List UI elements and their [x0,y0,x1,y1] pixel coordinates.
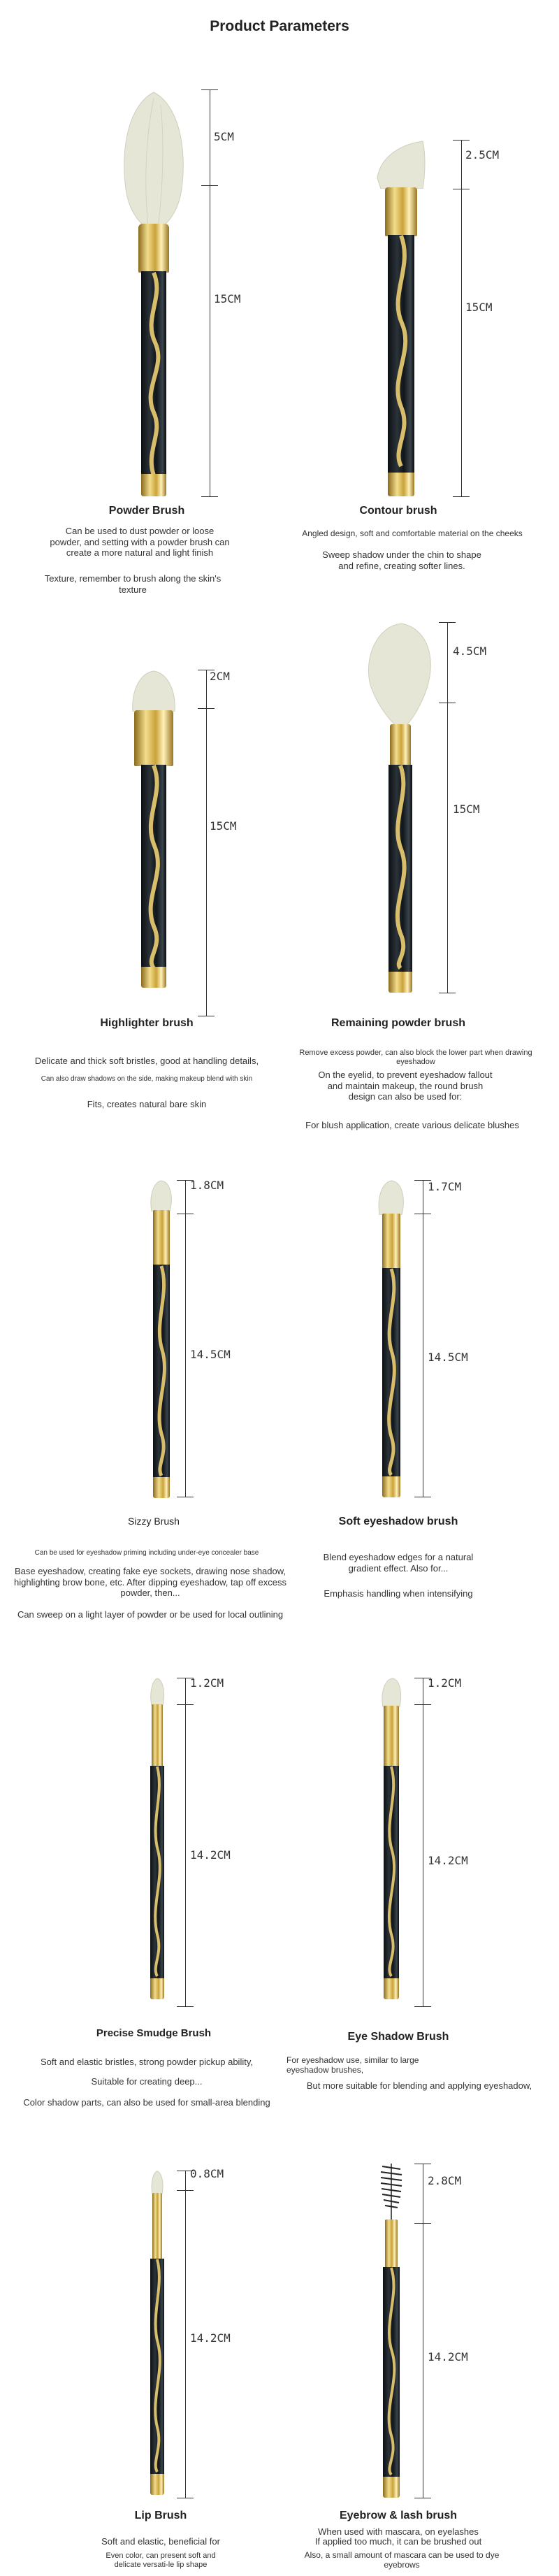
brush-desc: Texture, remember to brush along the skin's texture [44,573,222,595]
brush-desc: For blush application, create various delicate blushes [305,1120,519,1130]
spoolie-head-icon [374,2164,409,2221]
brush-name: Highlighter brush [100,1017,194,1029]
snake-ornament-icon [140,269,168,479]
head-size-label: 1.2CM [190,1676,224,1690]
lip-brush-image [143,2171,171,2499]
brush-name: Remaining powder brush [331,1017,465,1029]
eyebrow-lash-brush-image [374,2164,409,2499]
brush-name: Precise Smudge Brush [96,2027,212,2039]
snake-ornament-icon [382,1763,400,1980]
highlighter-brush-image [126,670,182,991]
brush-desc: If applied too much, it can be brushed out [314,2536,482,2547]
bristle-head-icon [374,140,430,189]
bristle-head-icon [377,1678,405,1707]
brush-desc: Can be used to dust powder or loose powder, and setting with a powder brush can create a more natural and light finish [50,526,230,559]
brush-desc: Can be used for eyeshadow priming including under-eye concealer base [34,1549,259,1557]
brush-desc: Suitable for creating deep... [91,2076,203,2087]
bristle-head-icon [119,91,189,231]
handle-size-label: 14.2CM [190,1848,231,1862]
soft-eyeshadow-brush-image [374,1180,409,1502]
eye-shadow-brush-image [377,1678,405,2006]
brush-desc: Even color, can present soft and delicate versati-le lip shape [106,2552,216,2570]
bristle-head-icon [126,670,182,712]
remaining-powder-brush-image [363,622,440,993]
brush-desc: Soft and elastic bristles, strong powder pickup ability, [41,2057,253,2067]
handle-size-label: 14.5CM [190,1348,231,1361]
handle-size-label: 14.2CM [428,2350,468,2363]
handle-size-label: 15CM [453,803,480,816]
brush-desc: Angled design, soft and comfortable material on the cheeks [302,528,523,538]
bristle-head-icon [143,2171,171,2194]
brush-desc: Blend eyeshadow edges for a natural gradient effect. Also for... [323,1552,474,1574]
brush-name: Powder Brush [108,505,185,517]
brush-desc: Fits, creates natural bare skin [87,1099,207,1109]
brush-name: Eyebrow & lash brush [339,2510,458,2521]
brush-name: Lip Brush [134,2510,187,2521]
head-size-label: 1.2CM [428,1676,462,1690]
handle-size-label: 15CM [210,819,237,833]
brush-desc: On the eyelid, to prevent eyeshadow fallout and maintain makeup, the round brush design can also be used for: [318,1070,493,1102]
page-title: Product Parameters [210,18,349,34]
snake-ornament-icon [381,1265,402,1478]
brush-desc: Can also draw shadows on the side, making makeup blend with skin [41,1075,253,1083]
snake-ornament-icon [152,1262,171,1479]
brush-name: Sizzy Brush [128,1516,180,1527]
snake-ornament-icon [386,232,416,470]
brush-name: Eye Shadow Brush [347,2031,449,2043]
contour-brush-image [374,140,430,496]
brush-name: Contour brush [359,505,437,517]
head-size-label: 2.5CM [465,148,500,161]
brush-desc: Can sweep on a light layer of powder or be used for local outlining [17,1609,284,1620]
head-size-label: 2.8CM [428,2174,462,2187]
brush-desc: But more suitable for blending and applying eyeshadow, [306,2080,532,2091]
brush-desc: Emphasis handling when intensifying [324,1588,473,1599]
brush-desc: When used with mascara, on eyelashes [318,2526,479,2537]
brush-desc: Also, a small amount of mascara can be used to dye eyebrows [304,2550,500,2570]
brush-desc: Delicate and thick soft bristles, good at handling details, [34,1056,259,1066]
snake-ornament-icon [140,762,168,972]
brush-desc: Color shadow parts, can also be used for small-area blending [23,2097,270,2108]
handle-size-label: 15CM [214,292,241,305]
brush-desc: For eyeshadow use, similar to large eyeshadow brushes, [286,2055,419,2075]
bristle-head-icon [143,1678,171,1706]
snake-ornament-icon [387,762,414,972]
handle-size-label: 14.2CM [190,2331,231,2345]
head-size-label: 1.8CM [190,1179,224,1192]
head-size-label: 5CM [214,130,234,143]
bristle-head-icon [363,622,440,727]
head-size-label: 2CM [210,670,230,683]
snake-ornament-icon [149,1763,166,1980]
sizzy-brush-image [143,1180,178,1502]
handle-size-label: 14.2CM [428,1854,468,1867]
brush-desc: Remove excess powder, can also block the lower part when drawing eyeshadow [299,1049,532,1067]
head-size-label: 0.8CM [190,2167,224,2180]
powder-brush-image [119,91,189,496]
bristle-head-icon [143,1180,178,1211]
snake-ornament-icon [382,2264,401,2478]
brush-name: Soft eyeshadow brush [338,1516,458,1527]
handle-size-label: 15CM [465,301,493,314]
brush-desc: Soft and elastic, beneficial for [101,2536,220,2547]
snake-ornament-icon [149,2256,166,2475]
bristle-head-icon [374,1180,409,1215]
handle-size-label: 14.5CM [428,1351,468,1364]
head-size-label: 4.5CM [453,645,487,658]
precise-smudge-brush-image [143,1678,171,2006]
head-size-label: 1.7CM [428,1180,462,1193]
brush-desc: Sweep shadow under the chin to shape and refine, creating softer lines. [322,549,481,571]
brush-desc: Base eyeshadow, creating fake eye sockets, drawing nose shadow, highlighting brow bone, etc. After dipping eyeshadow, tap off excess powder, then... [13,1566,287,1599]
